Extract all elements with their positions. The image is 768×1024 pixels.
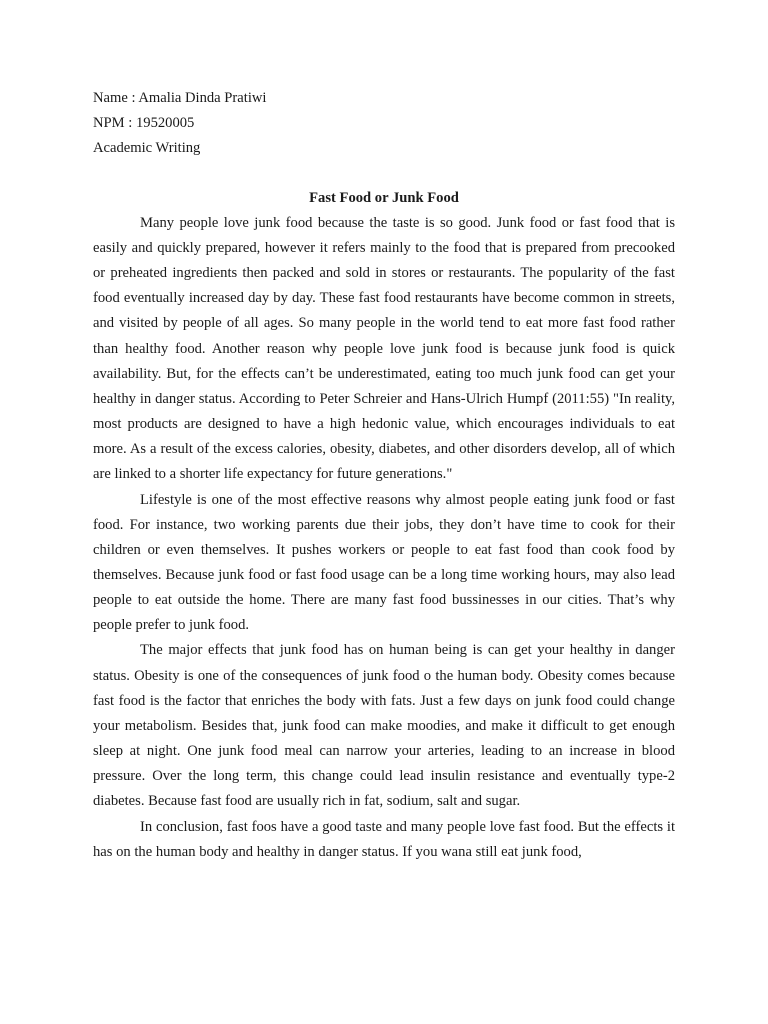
student-number-line: NPM : 19520005: [93, 115, 195, 132]
essay-title: Fast Food or Junk Food: [309, 189, 459, 206]
paragraph-conclusion: In conclusion, fast foos have a good taste and many people love fast food. But the effects it has on the human body and healthy in danger status. If you wana still eat junk food,: [93, 818, 675, 860]
author-name-line: Name : Amalia Dinda Pratiwi: [93, 90, 267, 106]
course-line: Academic Writing: [93, 140, 201, 157]
paragraph-introduction: Many people love junk food because the taste is so good. Junk food or fast food that is easily and quickly prepared, however it refers mainly to the food that is prepared from precooked or preheated ingredients then packed and sold in stores or restaurants. The popularity of the fast food eventually increased day by day. These fast food restaurants have become common in streets, and visited by people of all ages. So many people in the world tend to eat more fast food rather than healthy food. Another reason why people love junk food is because junk food is quick availability. But, for the effects can’t be underestimated, eating too much junk food can get your healthy in danger status. According to Peter Schreier and Hans-Ulrich Humpf (2011:55) "In reality, most products are designed to have a high hedonic value, which encourages individuals to eat more. As a result of the excess calories, obesity, diabetes, and other disorders develop, all of which are linked to a shorter life expectancy for future generations.": [93, 214, 675, 483]
paragraph-effects: The major effects that junk food has on human being is can get your healthy in danger status. Obesity is one of the consequences of junk food o the human body. Obesity comes because fast food is the factor that enriches the body with fats. Just a few days on junk food could change your metabolism. Besides that, junk food can make moodies, and make it difficult to get enough sleep at night. One junk food meal can narrow your arteries, leading to an increase in blood pressure. Over the long term, this change could lead insulin resistance and eventually type-2 diabetes. Because fast food are usually rich in fat, sodium, salt and sugar.: [93, 642, 675, 810]
paragraph-lifestyle: Lifestyle is one of the most effective reasons why almost people eating junk food or fast food. For instance, two working parents due their jobs, they don’t have time to cook for their children or even themselves. It pushes workers or people to eat fast food than cook food by themselves. Because junk food or fast food usage can be a long time working hours, may also lead people to eat outside the home. There are many fast food bussinesses in our cities. That’s why people prefer to junk food.: [93, 491, 675, 634]
